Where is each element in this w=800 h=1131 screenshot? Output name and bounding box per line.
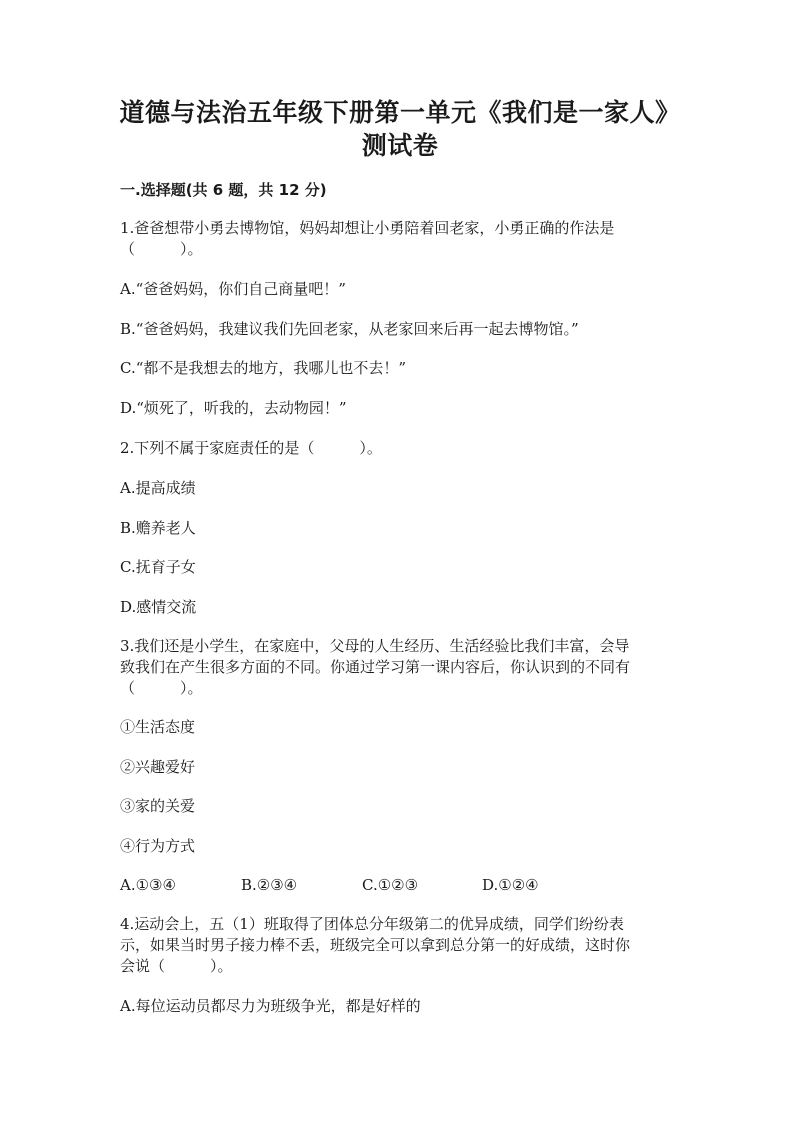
exam-title: 道德与法治五年级下册第一单元《我们是一家人》 [119, 98, 681, 127]
question-1-stem [120, 218, 680, 260]
question-2-stem: 2.下列不属于家庭责任的是（ ）。 [120, 439, 382, 457]
question-3-option-a: A.①③④ [120, 876, 176, 894]
question-3-stem-line: （ ）。 [120, 679, 203, 697]
question-3-option-b: B.②③④ [241, 876, 298, 894]
question-4-stem-line: 4.运动会上，五（1）班取得了团体总分年级第二的优异成绩，同学们纷纷表 [120, 915, 624, 933]
exam-title-line2: 测试卷 [361, 131, 439, 160]
question-3-item-1: ①生活态度 [120, 718, 196, 736]
question-3-stem-line: 致我们在产生很多方面的不同。你通过学习第一课内容后，你认识到的不同有 [120, 658, 631, 676]
question-1-option-c: C.“都不是我想去的地方，我哪儿也不去！” [120, 359, 407, 377]
question-4-stem [120, 914, 680, 977]
question-3-option-d: D.①②④ [482, 876, 539, 894]
question-3-stem-line: 3.我们还是小学生，在家庭中，父母的人生经历、生活经验比我们丰富，会导 [120, 637, 630, 655]
question-2-option-c: C.抚育子女 [120, 558, 196, 576]
question-1-stem-line: 1.爸爸想带小勇去博物馆，妈妈却想让小勇陪着回老家，小勇正确的作法是 [120, 219, 615, 237]
question-2-option-a: A.提高成绩 [120, 479, 196, 497]
question-1-stem-line: （ ）。 [120, 240, 203, 258]
question-4-option-a: A.每位运动员都尽力为班级争光，都是好样的 [120, 997, 421, 1015]
section-heading: 一.选择题(共 6 题，共 12 分) [120, 181, 327, 199]
question-4-stem-line: 示，如果当时男子接力棒不丢，班级完全可以拿到总分第一的好成绩，这时你 [120, 936, 631, 954]
question-3-option-c: C.①②③ [362, 876, 419, 894]
question-3-stem [120, 636, 680, 699]
question-1-option-b: B.“爸爸妈妈，我建议我们先回老家，从老家回来后再一起去博物馆。” [120, 320, 579, 338]
question-1-option-d: D.“烦死了，听我的，去动物园！” [120, 399, 347, 417]
question-3-item-4: ④行为方式 [120, 837, 196, 855]
question-1-option-a: A.“爸爸妈妈，你们自己商量吧！” [120, 280, 346, 298]
question-2-option-d: D.感情交流 [120, 598, 197, 616]
question-2-option-b: B.赡养老人 [120, 519, 196, 537]
question-3-item-3: ③家的关爱 [120, 797, 196, 815]
question-3-item-2: ②兴趣爱好 [120, 758, 196, 776]
question-4-stem-line: 会说（ ）。 [120, 957, 233, 975]
